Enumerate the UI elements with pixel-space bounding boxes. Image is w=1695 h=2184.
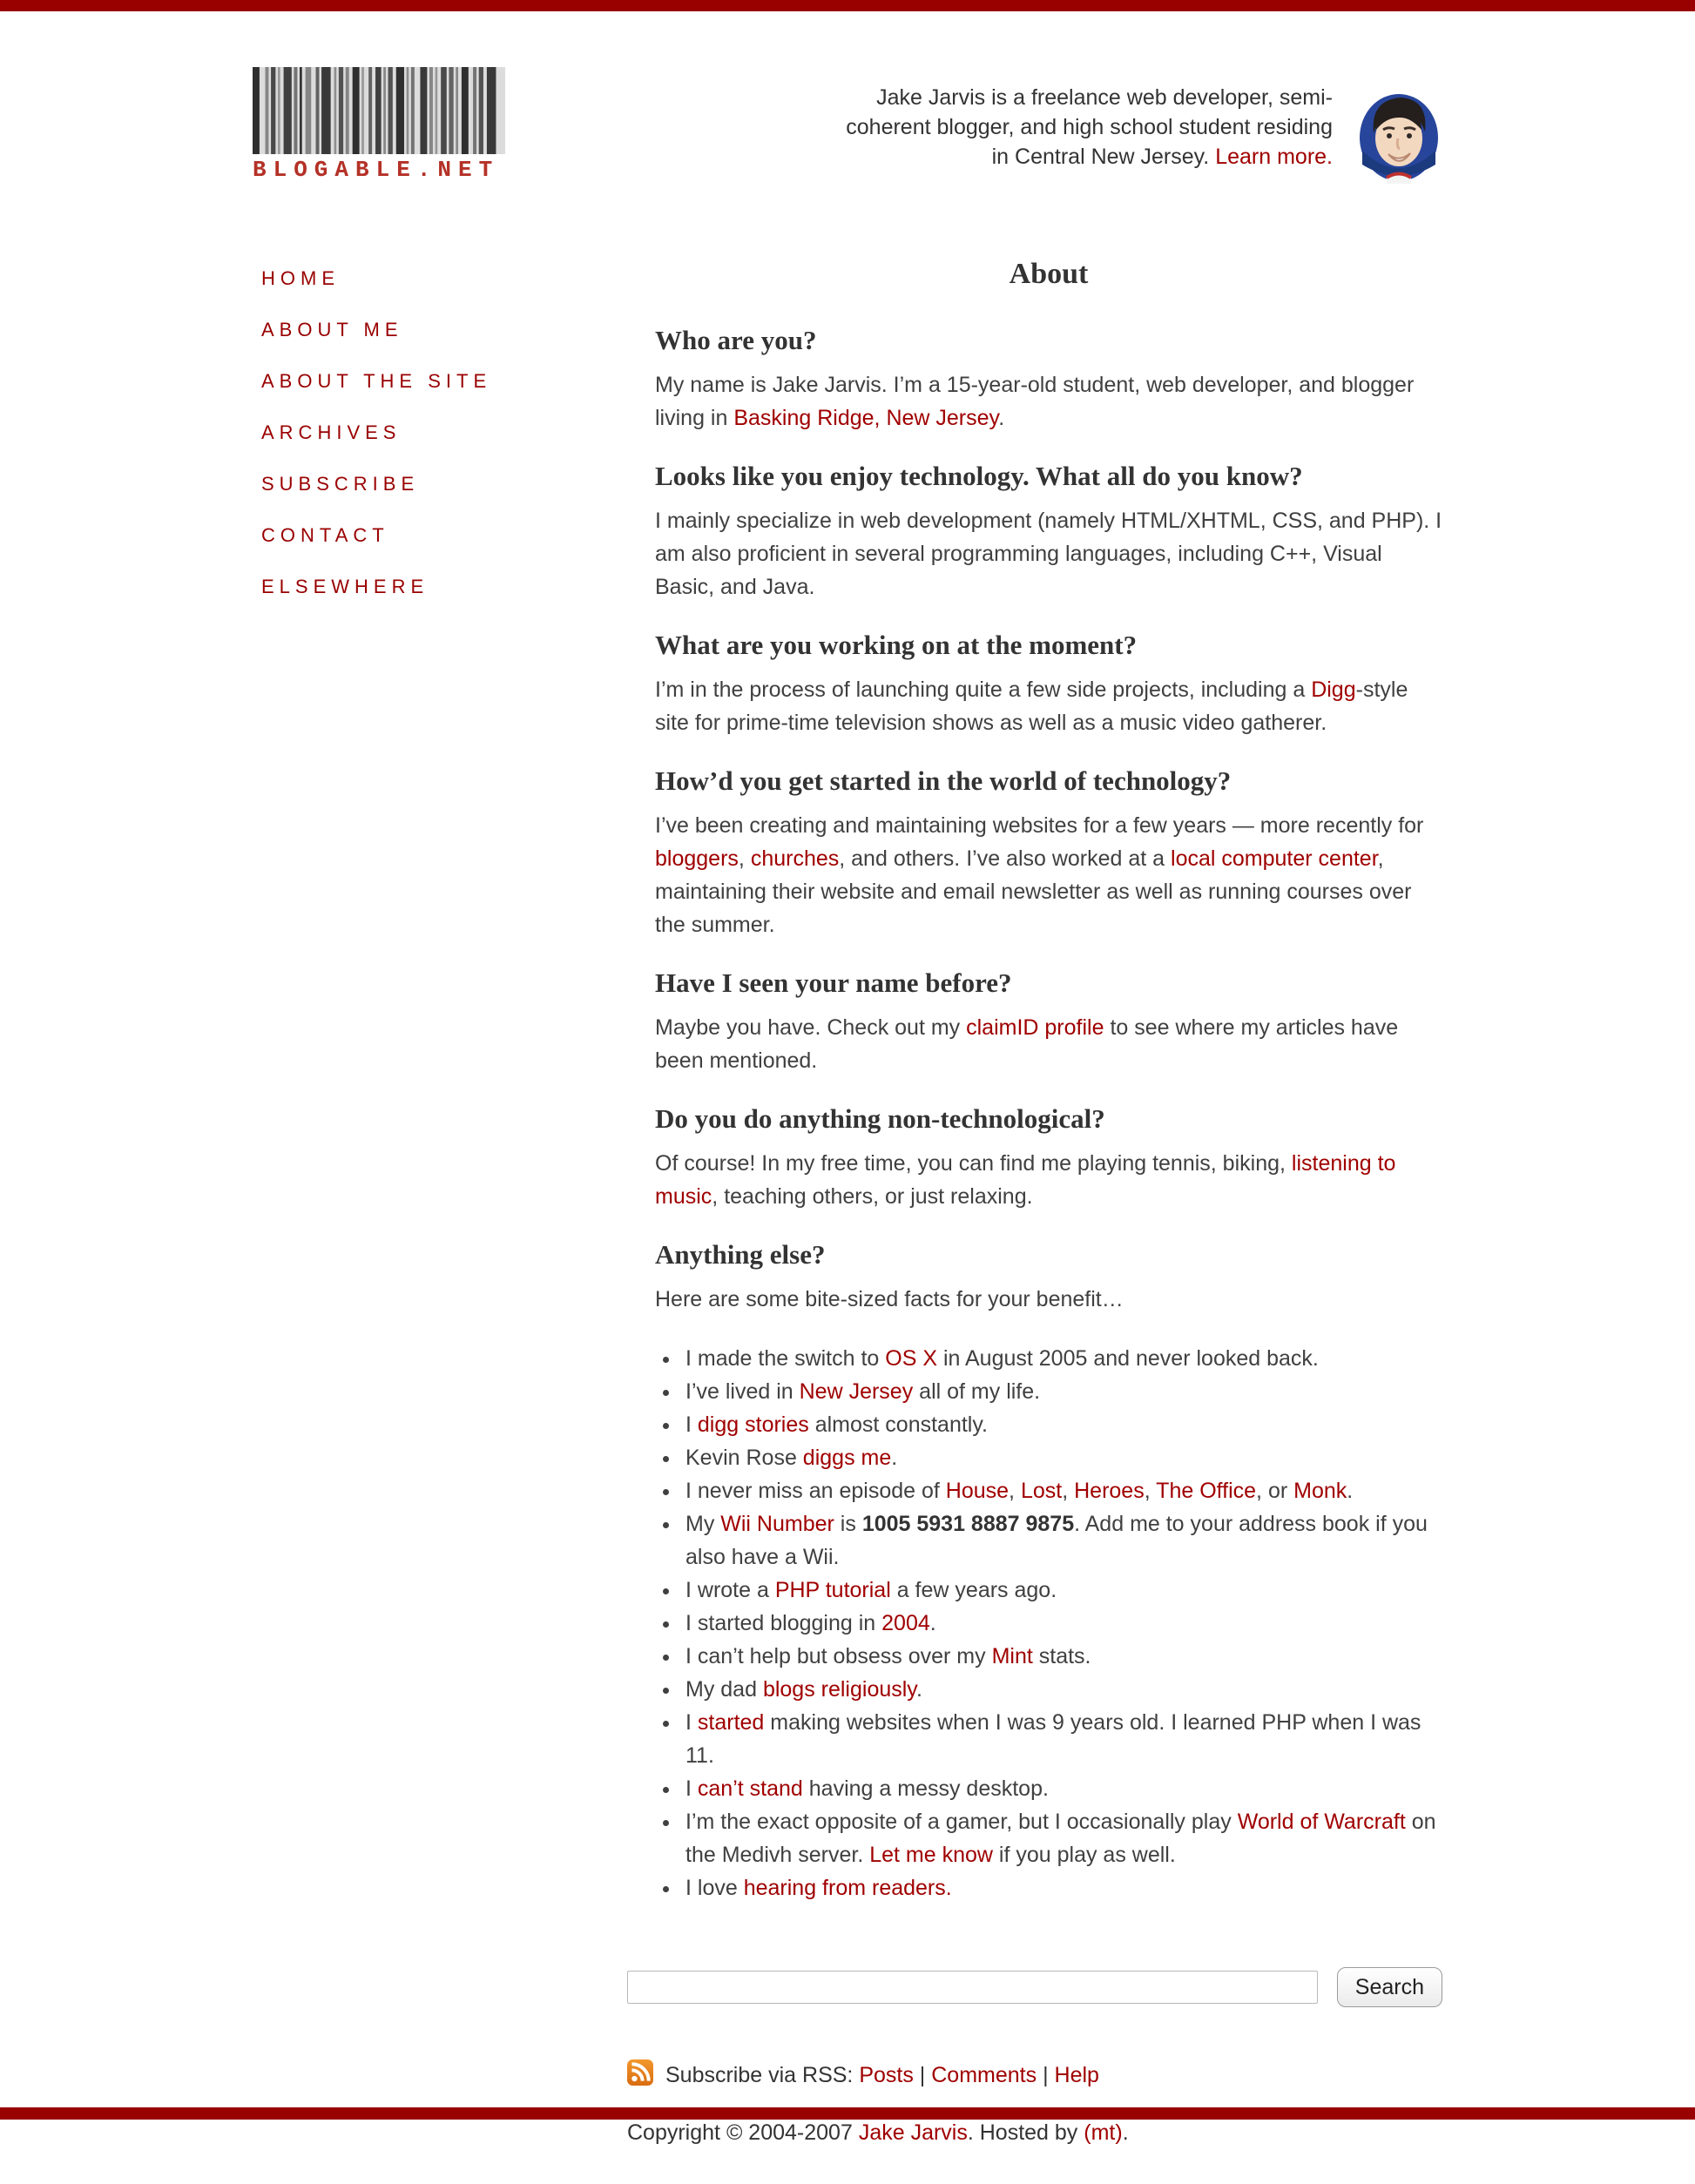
sidebar-item (261, 319, 627, 341)
text-segment: in August 2005 and never looked back. (937, 1346, 1319, 1371)
sidebar-item (261, 370, 627, 393)
paragraph (655, 1283, 1442, 1316)
search-input[interactable] (627, 1971, 1318, 2004)
text-segment: | (1037, 2063, 1055, 2087)
text-segment: , (1009, 1479, 1021, 1503)
fact-item (681, 1706, 1442, 1772)
inline-link[interactable]: blogs religiously (762, 1677, 916, 1702)
inline-link[interactable]: Comments (931, 2063, 1037, 2087)
text-segment: . (929, 1611, 936, 1635)
inline-link[interactable]: House (945, 1479, 1010, 1503)
paragraph (655, 1011, 1442, 1077)
text-segment: , (738, 846, 751, 871)
text-segment: if you play as well. (992, 1843, 1176, 1867)
sidebar-nav (253, 257, 627, 627)
rss-icon[interactable] (627, 2059, 653, 2092)
inline-link[interactable]: bloggers (655, 846, 739, 871)
fact-item (681, 1474, 1442, 1507)
copyright-text (627, 2116, 1442, 2149)
page-title: About (1009, 258, 1089, 290)
section-heading: How’d you get started in the world of technology? (655, 765, 1232, 796)
inline-link[interactable]: 2004 (881, 1611, 930, 1635)
sidebar-nav-list (261, 267, 627, 598)
text-segment: I love (685, 1876, 744, 1900)
text-segment: , (1144, 1479, 1157, 1503)
text-segment: I (685, 1776, 698, 1801)
text-segment: making websites when I was 9 years old. I learned PHP when I was 11. (685, 1710, 1422, 1768)
sidebar-item (261, 473, 627, 495)
text-segment: I (685, 1710, 698, 1735)
text-segment: I’m the exact opposite of a gamer, but I occasionally play (685, 1810, 1238, 1834)
section-heading: Anything else? (655, 1239, 826, 1270)
fact-item (681, 1805, 1442, 1871)
section-heading: Have I seen your name before? (655, 967, 1012, 998)
text-segment: Copyright © 2004-2007 (627, 2120, 859, 2145)
text-segment: . (1122, 2120, 1129, 2145)
text-segment: . (915, 1677, 922, 1702)
rss-subscribe-text (665, 2063, 1099, 2088)
text-segment: is (834, 1512, 862, 1536)
section-heading: Looks like you enjoy technology. What all do you know? (655, 461, 1303, 491)
sidebar-item (261, 524, 627, 547)
bottom-bar (0, 2107, 1695, 2120)
inline-link[interactable]: Wii Number (720, 1512, 834, 1536)
site-logo-text: BLOGABLE.NET (253, 157, 500, 183)
sidebar-item-archives[interactable]: ARCHIVES (261, 421, 402, 443)
text-segment: Subscribe via RSS: (665, 2063, 860, 2087)
text-segment: Maybe you have. Check out my (655, 1015, 967, 1040)
inline-link[interactable]: Posts (859, 2063, 914, 2087)
text-segment: , and others. I’ve also worked at a (839, 846, 1172, 871)
inline-link[interactable]: local computer center (1171, 846, 1378, 871)
fact-item (681, 1342, 1442, 1375)
text-segment: a few years ago. (890, 1578, 1057, 1602)
text-segment: . Hosted by (967, 2120, 1084, 2145)
text-segment: I’m in the process of launching quite a few side projects, including a (655, 677, 1312, 702)
inline-link[interactable]: The Office (1156, 1479, 1257, 1503)
fact-item (681, 1673, 1442, 1706)
paragraph (655, 368, 1442, 435)
text-segment: to see where my articles have been mentioned. (655, 1015, 1399, 1073)
site-logo[interactable] (253, 67, 505, 183)
inline-link[interactable]: Mint (991, 1644, 1033, 1668)
inline-link[interactable]: Heroes (1074, 1479, 1145, 1503)
sidebar-item-contact[interactable]: CONTACT (261, 524, 389, 546)
inline-link[interactable]: Help (1054, 2063, 1099, 2087)
bold-text: 1005 5931 8887 9875 (861, 1512, 1075, 1536)
inline-link[interactable]: can’t stand (697, 1776, 803, 1801)
text-segment: Jake Jarvis is a freelance web developer, semi-coherent blogger, and high school student residing in Central New Jersey. (846, 85, 1333, 169)
text-segment: -style site for prime-time television shows as well as a music video gatherer. (655, 677, 1408, 735)
inline-link[interactable]: Digg (1311, 677, 1356, 702)
text-segment: , maintaining their website and email newsletter as well as running courses over the summer. (655, 846, 1412, 937)
text-segment: I (685, 1412, 698, 1437)
text-segment: I wrote a (685, 1578, 775, 1602)
inline-link[interactable]: Monk (1293, 1479, 1347, 1503)
text-segment: I made the switch to (685, 1346, 886, 1371)
inline-link[interactable]: PHP tutorial (774, 1578, 891, 1602)
barcode-logo-icon (253, 67, 505, 154)
section-heading: Who are you? (655, 325, 817, 355)
site-intro-text (840, 83, 1333, 172)
sidebar-item-about-the-site[interactable]: ABOUT THE SITE (261, 370, 492, 392)
fact-item (681, 1574, 1442, 1607)
fact-item (681, 1607, 1442, 1640)
text-segment: Kevin Rose (685, 1446, 803, 1470)
inline-link[interactable]: New Jersey (886, 406, 999, 430)
inline-link[interactable]: Jake Jarvis (858, 2120, 968, 2145)
text-segment: , teaching others, or just relaxing. (712, 1184, 1033, 1209)
text-segment: , (1062, 1479, 1075, 1503)
text-segment: Of course! In my free time, you can find me playing tennis, biking, (655, 1151, 1292, 1176)
inline-link[interactable]: diggs me (802, 1446, 892, 1470)
fact-item (681, 1441, 1442, 1474)
text-segment: all of my life. (913, 1379, 1041, 1404)
sidebar-item-subscribe[interactable]: SUBSCRIBE (261, 473, 420, 495)
search-button[interactable]: Search (1337, 1967, 1442, 2007)
sidebar-item-about-me[interactable]: ABOUT ME (261, 319, 403, 340)
inline-link[interactable]: churches (750, 846, 840, 871)
fact-item (681, 1375, 1442, 1408)
paragraph (655, 809, 1442, 941)
paragraph (655, 504, 1442, 603)
text-segment: . (1347, 1479, 1354, 1503)
inline-link[interactable]: Let me know (869, 1843, 993, 1867)
text-segment: My name is Jake Jarvis. I’m a 15-year-old student, web developer, and blogger living in (655, 373, 1415, 430)
inline-link[interactable]: Learn more. (1215, 145, 1333, 169)
sidebar-item-elsewhere[interactable]: ELSEWHERE (261, 576, 429, 597)
fact-item (681, 1507, 1442, 1574)
facts-list (655, 1342, 1442, 1904)
inline-link[interactable]: started (697, 1710, 765, 1735)
inline-link[interactable]: (mt) (1084, 2120, 1123, 2145)
inline-link[interactable]: hearing from readers. (743, 1876, 952, 1900)
text-segment: . (998, 406, 1005, 430)
inline-link[interactable]: Basking Ridge, (733, 406, 881, 430)
text-segment: My dad (685, 1677, 763, 1702)
inline-link[interactable]: OS X (885, 1346, 938, 1371)
main-content (627, 257, 1442, 2184)
text-segment: I started blogging in (685, 1611, 882, 1635)
inline-link[interactable]: digg stories (697, 1412, 809, 1437)
text-segment: | (913, 2063, 932, 2087)
rss-subscribe-row (627, 2059, 1442, 2092)
paragraph (655, 673, 1442, 739)
sidebar-item (261, 576, 627, 598)
sidebar-item (261, 421, 627, 444)
search-form (627, 1967, 1442, 2007)
fact-item (681, 1408, 1442, 1441)
fact-item (681, 1772, 1442, 1805)
avatar-face-icon (1355, 88, 1442, 184)
inline-link[interactable]: Lost (1020, 1479, 1063, 1503)
inline-link[interactable]: listening to music (655, 1151, 1396, 1209)
site-header (253, 67, 1442, 184)
text-segment: My (685, 1512, 721, 1536)
inline-link[interactable]: World of Warcraft (1237, 1810, 1406, 1834)
text-segment: stats. (1032, 1644, 1091, 1668)
text-segment: I’ve been creating and maintaining websites for a few years — more recently for (655, 813, 1424, 838)
text-segment: I mainly specialize in web development (namely HTML/XHTML, CSS, and PHP). I am also proficient in several programming languages, including C++, Visual Basic, and Java. (655, 509, 1442, 599)
top-bar (0, 0, 1695, 11)
qa-sections (655, 325, 1442, 1904)
text-segment: . (891, 1446, 898, 1470)
section-heading: What are you working on at the moment? (655, 630, 1138, 660)
sidebar-item (261, 267, 627, 290)
text-segment: on the Medivh server. (685, 1810, 1436, 1867)
fact-item (681, 1871, 1442, 1904)
fact-item (681, 1640, 1442, 1673)
text-segment: I can’t help but obsess over my (685, 1644, 992, 1668)
text-segment: I never miss an episode of (685, 1479, 946, 1503)
text-segment: having a messy desktop. (802, 1776, 1049, 1801)
text-segment: Here are some bite-sized facts for your benefit… (655, 1287, 1124, 1311)
inline-link[interactable]: claimID profile (966, 1015, 1104, 1040)
about-article (627, 257, 1442, 1904)
text-segment: I’ve lived in (685, 1379, 800, 1404)
avatar (1355, 88, 1442, 184)
section-heading: Do you do anything non-technological? (655, 1103, 1105, 1134)
sidebar-item-home[interactable]: HOME (261, 267, 340, 289)
text-segment: . Add me to your address book if you also have a Wii. (685, 1512, 1428, 1569)
text-segment: , or (1256, 1479, 1294, 1503)
text-segment: almost constantly. (808, 1412, 988, 1437)
paragraph (655, 1147, 1442, 1213)
inline-link[interactable]: New Jersey (799, 1379, 914, 1404)
